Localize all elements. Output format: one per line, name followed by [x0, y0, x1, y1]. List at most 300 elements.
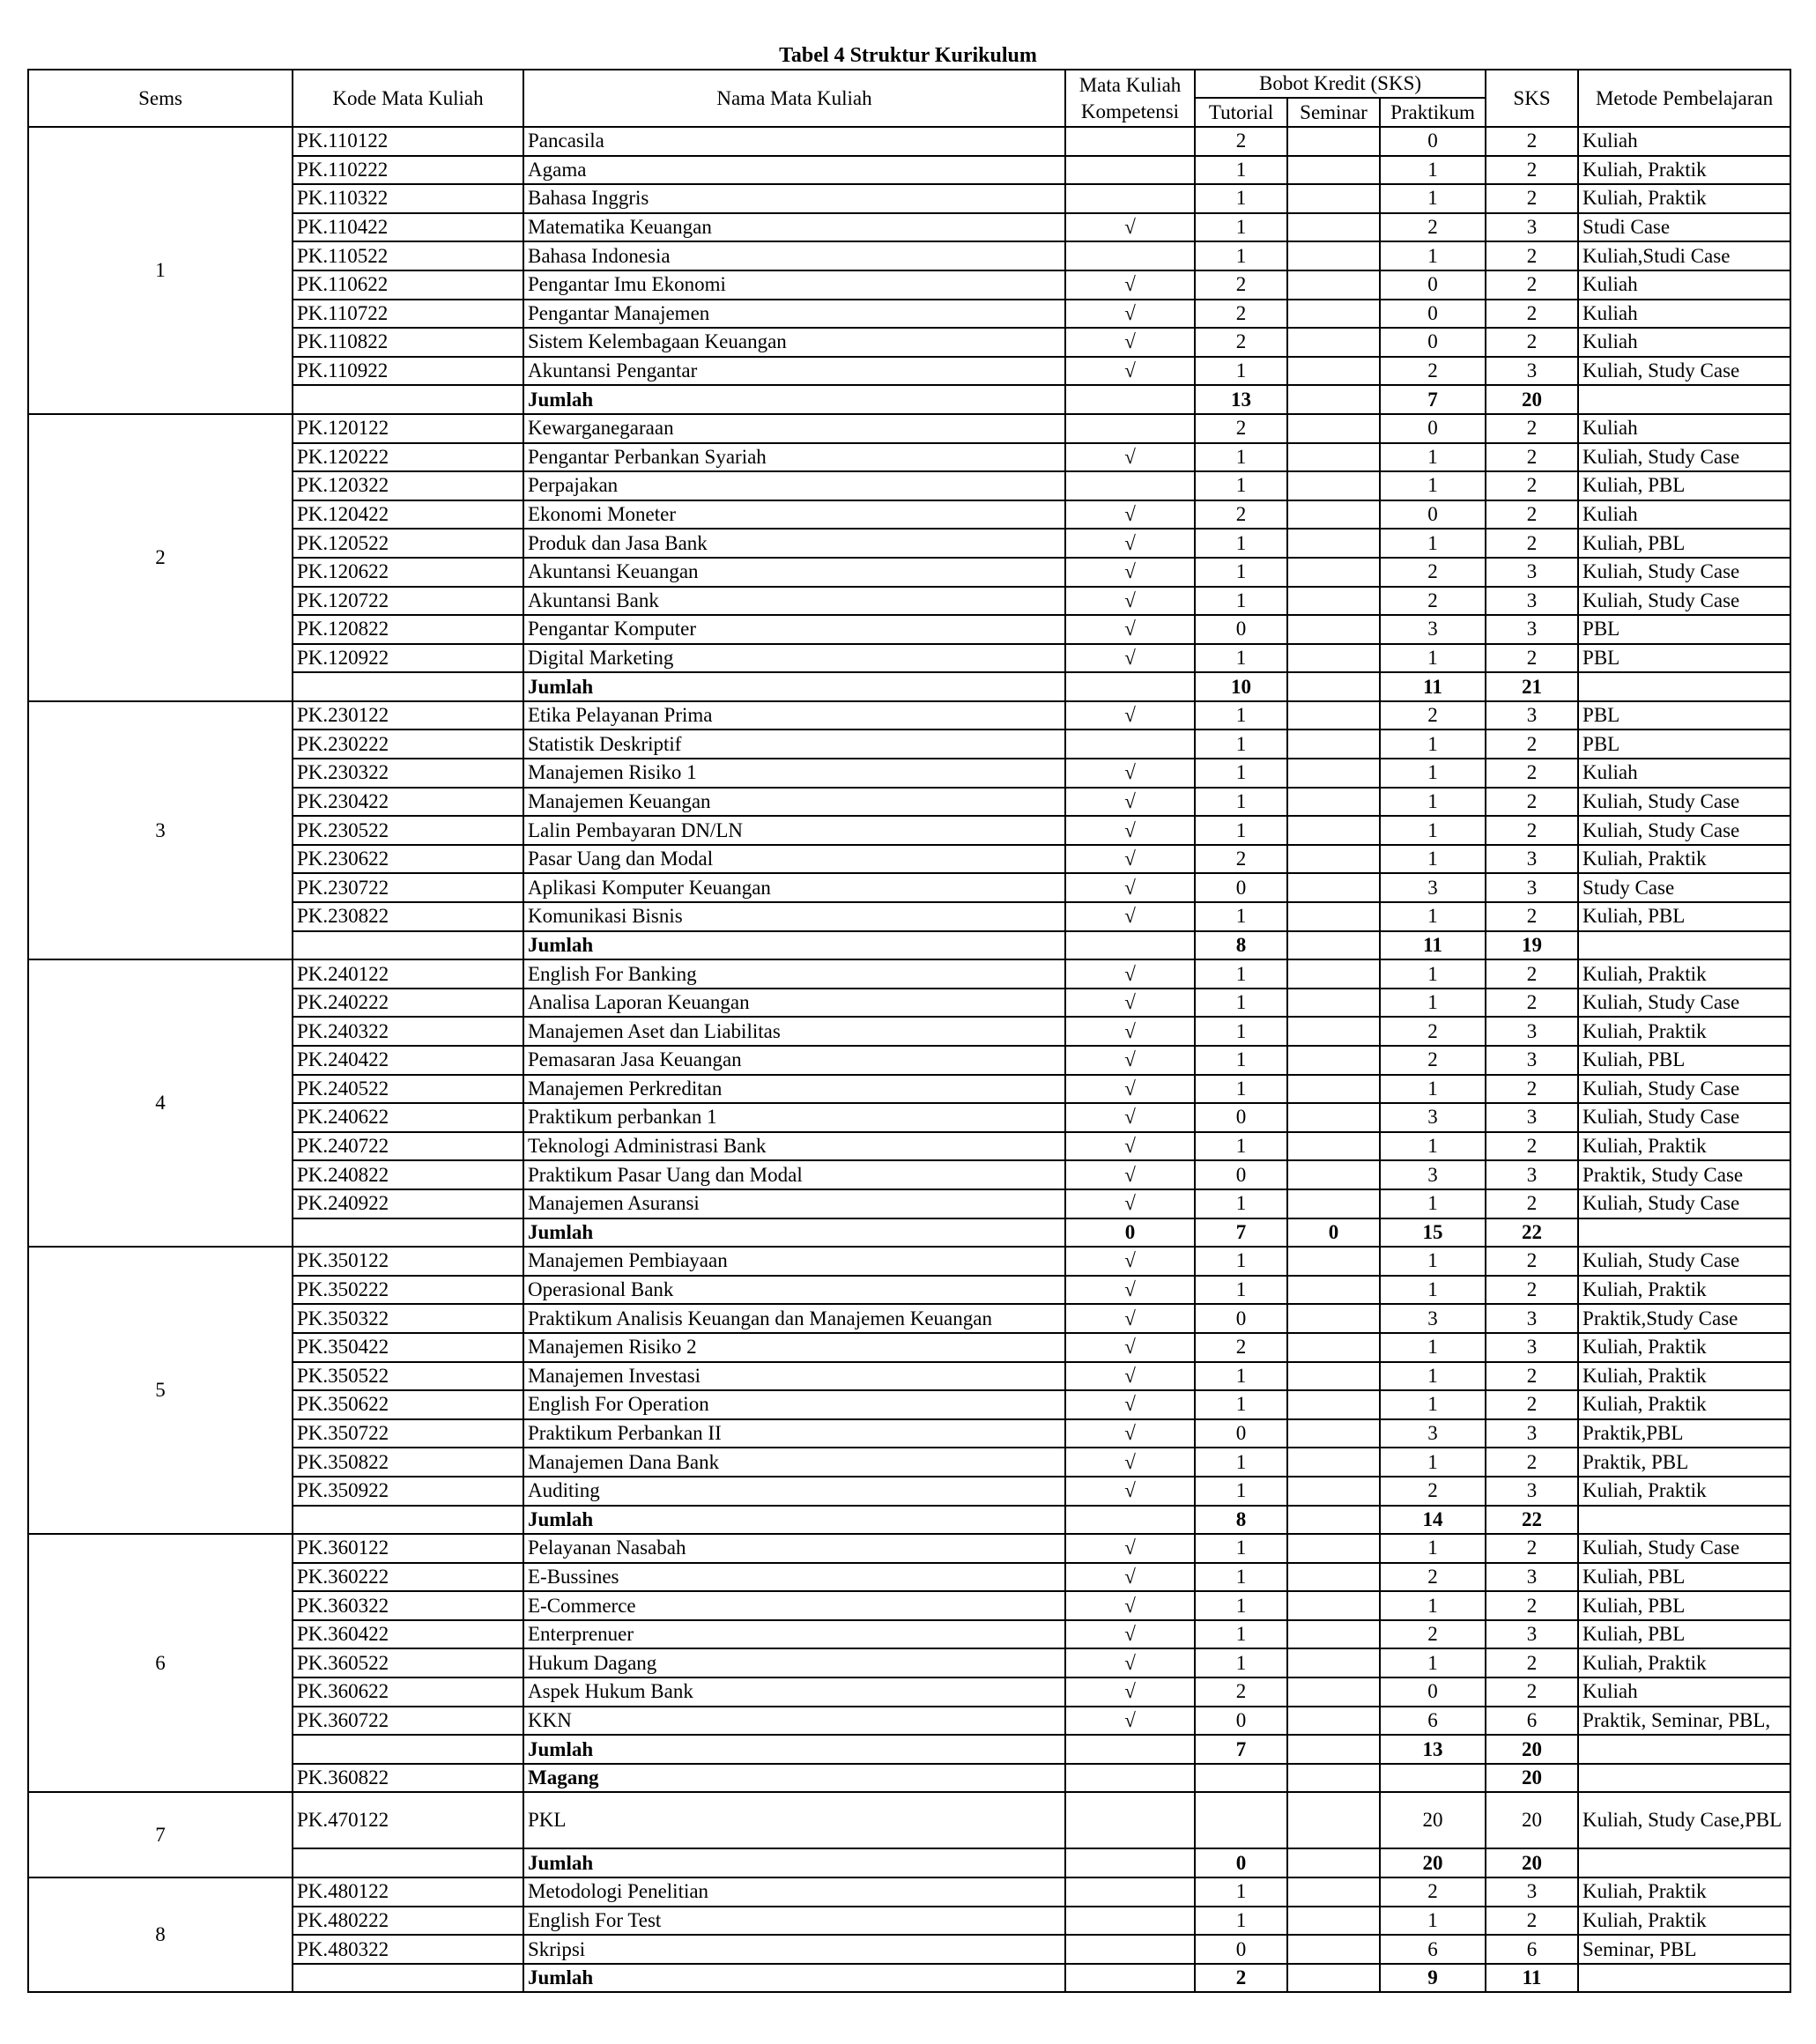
- header-tutorial: Tutorial: [1195, 98, 1287, 127]
- seminar-credit: [1287, 385, 1380, 414]
- competency-mark: √: [1065, 1132, 1195, 1161]
- course-name: Metodologi Penelitian: [523, 1877, 1065, 1907]
- competency-mark: √: [1065, 1620, 1195, 1649]
- total-row: [28, 1964, 1790, 1993]
- praktikum-credit: 2: [1380, 1563, 1486, 1592]
- seminar-credit: [1287, 443, 1380, 472]
- course-row: [28, 1362, 1790, 1391]
- praktikum-credit: 1: [1380, 989, 1486, 1018]
- learning-method: Kuliah, PBL: [1578, 1620, 1790, 1649]
- course-code: PK.230322: [293, 759, 523, 788]
- course-name: English For Test: [523, 1907, 1065, 1936]
- praktikum-credit: 2: [1380, 587, 1486, 616]
- tutorial-credit: 8: [1195, 1506, 1287, 1535]
- course-name: Analisa Laporan Keuangan: [523, 989, 1065, 1018]
- seminar-credit: [1287, 1707, 1380, 1736]
- sks-total: 3: [1486, 845, 1578, 874]
- course-code: PK.480222: [293, 1907, 523, 1936]
- course-row: [28, 1477, 1790, 1506]
- learning-method: Kuliah, PBL: [1578, 1046, 1790, 1075]
- course-name: English For Banking: [523, 959, 1065, 989]
- praktikum-credit: 1: [1380, 1448, 1486, 1477]
- sks-total: 2: [1486, 184, 1578, 213]
- learning-method: Kuliah, Study Case: [1578, 1075, 1790, 1104]
- sks-total: 2: [1486, 959, 1578, 989]
- course-name: Pasar Uang dan Modal: [523, 845, 1065, 874]
- praktikum-credit: 1: [1380, 1534, 1486, 1563]
- course-code: PK.120322: [293, 471, 523, 500]
- competency-mark: √: [1065, 1448, 1195, 1477]
- competency-mark: √: [1065, 328, 1195, 357]
- sks-total: 20: [1486, 1735, 1578, 1764]
- course-name: Produk dan Jasa Bank: [523, 529, 1065, 558]
- course-name: Operasional Bank: [523, 1276, 1065, 1305]
- learning-method: Kuliah: [1578, 414, 1790, 443]
- competency-mark: √: [1065, 1160, 1195, 1189]
- competency-mark: [1065, 1792, 1195, 1848]
- course-row: [28, 902, 1790, 931]
- tutorial-credit: 8: [1195, 931, 1287, 960]
- seminar-credit: [1287, 729, 1380, 759]
- tutorial-credit: 1: [1195, 241, 1287, 270]
- competency-mark: √: [1065, 873, 1195, 902]
- course-row: [28, 1419, 1790, 1448]
- course-name: Auditing: [523, 1477, 1065, 1506]
- competency-mark: [1065, 156, 1195, 185]
- praktikum-credit: 2: [1380, 1477, 1486, 1506]
- course-code: PK.350122: [293, 1247, 523, 1276]
- learning-method: Kuliah, PBL: [1578, 902, 1790, 931]
- praktikum-credit: 0: [1380, 270, 1486, 300]
- tutorial-credit: 1: [1195, 156, 1287, 185]
- competency-mark: √: [1065, 1390, 1195, 1419]
- praktikum-credit: 0: [1380, 300, 1486, 329]
- learning-method: Kuliah, Praktik: [1578, 1477, 1790, 1506]
- seminar-credit: [1287, 1563, 1380, 1592]
- sks-total: 3: [1486, 1160, 1578, 1189]
- seminar-credit: [1287, 1247, 1380, 1276]
- course-name: Manajemen Pembiayaan: [523, 1247, 1065, 1276]
- course-row: [28, 1132, 1790, 1161]
- seminar-credit: [1287, 1591, 1380, 1620]
- course-row: [28, 300, 1790, 329]
- course-code: PK.230822: [293, 902, 523, 931]
- seminar-credit: [1287, 1276, 1380, 1305]
- course-code: [293, 1964, 523, 1993]
- course-code: PK.360122: [293, 1534, 523, 1563]
- tutorial-credit: [1195, 1792, 1287, 1848]
- learning-method: Kuliah, Praktik: [1578, 156, 1790, 185]
- course-row: [28, 328, 1790, 357]
- course-name: Aspek Hukum Bank: [523, 1677, 1065, 1707]
- seminar-credit: [1287, 1075, 1380, 1104]
- total-row: [28, 385, 1790, 414]
- praktikum-credit: 0: [1380, 414, 1486, 443]
- seminar-credit: [1287, 1620, 1380, 1649]
- tutorial-credit: 2: [1195, 414, 1287, 443]
- course-row: [28, 1620, 1790, 1649]
- seminar-credit: [1287, 845, 1380, 874]
- praktikum-credit: 1: [1380, 184, 1486, 213]
- sks-total: 2: [1486, 414, 1578, 443]
- tutorial-credit: 1: [1195, 1877, 1287, 1907]
- course-name: Pengantar Manajemen: [523, 300, 1065, 329]
- course-row: [28, 1448, 1790, 1477]
- praktikum-credit: 20: [1380, 1848, 1486, 1877]
- praktikum-credit: 2: [1380, 1877, 1486, 1907]
- course-row: [28, 1591, 1790, 1620]
- course-code: PK.120522: [293, 529, 523, 558]
- tutorial-credit: 1: [1195, 357, 1287, 386]
- learning-method: Kuliah, Study Case: [1578, 1103, 1790, 1132]
- learning-method: Kuliah, Study Case: [1578, 587, 1790, 616]
- learning-method: Kuliah, Praktik: [1578, 1877, 1790, 1907]
- learning-method: Kuliah, Praktik: [1578, 1276, 1790, 1305]
- course-code: PK.230122: [293, 701, 523, 730]
- course-row: [28, 1877, 1790, 1907]
- semester-number: 7: [28, 1792, 293, 1877]
- table-title: Tabel 4 Struktur Kurikulum: [779, 44, 1037, 67]
- sks-total: 2: [1486, 443, 1578, 472]
- course-name: E-Bussines: [523, 1563, 1065, 1592]
- tutorial-credit: 1: [1195, 1247, 1287, 1276]
- course-name: Praktikum Pasar Uang dan Modal: [523, 1160, 1065, 1189]
- course-code: PK.240622: [293, 1103, 523, 1132]
- sks-total: 2: [1486, 1189, 1578, 1218]
- seminar-credit: [1287, 672, 1380, 701]
- tutorial-credit: 0: [1195, 1419, 1287, 1448]
- praktikum-credit: 1: [1380, 1390, 1486, 1419]
- course-name: KKN: [523, 1707, 1065, 1736]
- seminar-credit: [1287, 1304, 1380, 1333]
- course-row: [28, 1189, 1790, 1218]
- praktikum-credit: 1: [1380, 902, 1486, 931]
- course-name: Pelayanan Nasabah: [523, 1534, 1065, 1563]
- learning-method: Praktik,Study Case: [1578, 1304, 1790, 1333]
- competency-mark: [1065, 1907, 1195, 1936]
- tutorial-credit: 1: [1195, 587, 1287, 616]
- tutorial-credit: 2: [1195, 1333, 1287, 1362]
- competency-mark: √: [1065, 701, 1195, 730]
- header-kompetensi: Mata Kuliah Kompetensi: [1065, 70, 1195, 127]
- praktikum-credit: 13: [1380, 1735, 1486, 1764]
- sks-total: 3: [1486, 213, 1578, 242]
- course-name: E-Commerce: [523, 1591, 1065, 1620]
- course-row: [28, 644, 1790, 673]
- course-name: Manajemen Keuangan: [523, 788, 1065, 817]
- course-name: Etika Pelayanan Prima: [523, 701, 1065, 730]
- sks-total: 6: [1486, 1935, 1578, 1964]
- learning-method: Study Case: [1578, 873, 1790, 902]
- learning-method: Kuliah, PBL: [1578, 1591, 1790, 1620]
- learning-method: [1578, 385, 1790, 414]
- learning-method: Kuliah,Studi Case: [1578, 241, 1790, 270]
- course-code: PK.110622: [293, 270, 523, 300]
- learning-method: Praktik,PBL: [1578, 1419, 1790, 1448]
- seminar-credit: [1287, 558, 1380, 587]
- course-code: PK.360222: [293, 1563, 523, 1592]
- sks-total: 2: [1486, 1648, 1578, 1677]
- course-code: PK.110922: [293, 357, 523, 386]
- seminar-credit: [1287, 1477, 1380, 1506]
- course-code: PK.120222: [293, 443, 523, 472]
- praktikum-credit: 11: [1380, 672, 1486, 701]
- tutorial-credit: 2: [1195, 1677, 1287, 1707]
- course-row: [28, 213, 1790, 242]
- course-code: PK.350522: [293, 1362, 523, 1391]
- course-row: [28, 845, 1790, 874]
- sks-total: 2: [1486, 1362, 1578, 1391]
- learning-method: PBL: [1578, 615, 1790, 644]
- tutorial-credit: 0: [1195, 1707, 1287, 1736]
- course-name: PKL: [523, 1792, 1065, 1848]
- course-name: Perpajakan: [523, 471, 1065, 500]
- learning-method: PBL: [1578, 701, 1790, 730]
- sks-total: 3: [1486, 1477, 1578, 1506]
- seminar-credit: [1287, 1046, 1380, 1075]
- course-code: PK.240722: [293, 1132, 523, 1161]
- seminar-credit: [1287, 156, 1380, 185]
- praktikum-credit: 3: [1380, 615, 1486, 644]
- sks-total: 2: [1486, 1276, 1578, 1305]
- learning-method: Kuliah, Praktik: [1578, 845, 1790, 874]
- seminar-credit: [1287, 587, 1380, 616]
- course-name: Matematika Keuangan: [523, 213, 1065, 242]
- competency-mark: √: [1065, 1189, 1195, 1218]
- competency-mark: [1065, 241, 1195, 270]
- sks-total: 3: [1486, 1877, 1578, 1907]
- course-row: [28, 1075, 1790, 1104]
- sks-total: 2: [1486, 788, 1578, 817]
- course-code: PK.350822: [293, 1448, 523, 1477]
- header-metode: Metode Pembelajaran: [1578, 70, 1790, 127]
- praktikum-credit: 1: [1380, 443, 1486, 472]
- course-code: PK.360822: [293, 1764, 523, 1793]
- course-name: Pengantar Komputer: [523, 615, 1065, 644]
- praktikum-credit: 2: [1380, 357, 1486, 386]
- competency-mark: √: [1065, 816, 1195, 845]
- tutorial-credit: 1: [1195, 1477, 1287, 1506]
- seminar-credit: [1287, 1189, 1380, 1218]
- seminar-credit: 0: [1287, 1218, 1380, 1248]
- sks-total: 3: [1486, 873, 1578, 902]
- course-row: [28, 1907, 1790, 1936]
- course-name: Bahasa Inggris: [523, 184, 1065, 213]
- learning-method: Praktik, Seminar, PBL,: [1578, 1707, 1790, 1736]
- learning-method: Kuliah: [1578, 127, 1790, 156]
- seminar-credit: [1287, 701, 1380, 730]
- course-name: Statistik Deskriptif: [523, 729, 1065, 759]
- competency-mark: √: [1065, 1362, 1195, 1391]
- competency-mark: √: [1065, 1707, 1195, 1736]
- header-bobot-kredit: Bobot Kredit (SKS): [1195, 70, 1486, 98]
- sks-total: 2: [1486, 816, 1578, 845]
- course-name: Manajemen Investasi: [523, 1362, 1065, 1391]
- course-name: Pengantar Imu Ekonomi: [523, 270, 1065, 300]
- course-name: Magang: [523, 1764, 1065, 1793]
- course-row: [28, 357, 1790, 386]
- tutorial-credit: 1: [1195, 1189, 1287, 1218]
- course-code: PK.110322: [293, 184, 523, 213]
- table-body: [28, 127, 1790, 1992]
- tutorial-credit: 1: [1195, 184, 1287, 213]
- learning-method: Kuliah, Study Case: [1578, 989, 1790, 1018]
- sks-total: 3: [1486, 1017, 1578, 1046]
- competency-mark: √: [1065, 1419, 1195, 1448]
- seminar-credit: [1287, 213, 1380, 242]
- sks-total: 2: [1486, 1247, 1578, 1276]
- tutorial-credit: 2: [1195, 845, 1287, 874]
- learning-method: Kuliah: [1578, 759, 1790, 788]
- seminar-credit: [1287, 1132, 1380, 1161]
- course-name: Praktikum Analisis Keuangan dan Manajemen Keuangan: [523, 1304, 1065, 1333]
- course-name: Jumlah: [523, 1218, 1065, 1248]
- competency-mark: [1065, 1764, 1195, 1793]
- competency-mark: [1065, 1848, 1195, 1877]
- sks-total: 2: [1486, 156, 1578, 185]
- course-code: PK.360322: [293, 1591, 523, 1620]
- learning-method: Kuliah, Praktik: [1578, 1132, 1790, 1161]
- competency-mark: √: [1065, 1477, 1195, 1506]
- competency-mark: √: [1065, 1648, 1195, 1677]
- competency-mark: √: [1065, 529, 1195, 558]
- competency-mark: √: [1065, 644, 1195, 673]
- learning-method: Kuliah, Praktik: [1578, 1907, 1790, 1936]
- course-row: [28, 414, 1790, 443]
- competency-mark: √: [1065, 1333, 1195, 1362]
- learning-method: Kuliah, Study Case: [1578, 788, 1790, 817]
- praktikum-credit: 1: [1380, 1907, 1486, 1936]
- course-code: [293, 672, 523, 701]
- tutorial-credit: 1: [1195, 558, 1287, 587]
- seminar-credit: [1287, 270, 1380, 300]
- sks-total: 2: [1486, 471, 1578, 500]
- learning-method: Kuliah, Praktik: [1578, 1362, 1790, 1391]
- sks-total: 3: [1486, 1333, 1578, 1362]
- course-name: Hukum Dagang: [523, 1648, 1065, 1677]
- competency-mark: [1065, 1964, 1195, 1993]
- learning-method: Kuliah, Study Case: [1578, 357, 1790, 386]
- learning-method: [1578, 931, 1790, 960]
- learning-method: Kuliah, Praktik: [1578, 1333, 1790, 1362]
- seminar-credit: [1287, 1764, 1380, 1793]
- course-code: PK.230622: [293, 845, 523, 874]
- course-name: Pengantar Perbankan Syariah: [523, 443, 1065, 472]
- sks-total: 20: [1486, 1848, 1578, 1877]
- sks-total: 2: [1486, 1677, 1578, 1707]
- course-row: [28, 615, 1790, 644]
- learning-method: Kuliah, Study Case: [1578, 1247, 1790, 1276]
- tutorial-credit: 1: [1195, 1448, 1287, 1477]
- semester-number: 5: [28, 1247, 293, 1534]
- praktikum-credit: 0: [1380, 127, 1486, 156]
- seminar-credit: [1287, 1677, 1380, 1707]
- course-name: Komunikasi Bisnis: [523, 902, 1065, 931]
- praktikum-credit: 2: [1380, 1017, 1486, 1046]
- praktikum-credit: 3: [1380, 1103, 1486, 1132]
- tutorial-credit: 1: [1195, 1907, 1287, 1936]
- sks-total: 3: [1486, 1419, 1578, 1448]
- course-code: PK.120422: [293, 500, 523, 530]
- course-code: PK.480322: [293, 1935, 523, 1964]
- course-name: Jumlah: [523, 672, 1065, 701]
- competency-mark: √: [1065, 959, 1195, 989]
- learning-method: Kuliah, Study Case: [1578, 816, 1790, 845]
- sks-total: 2: [1486, 989, 1578, 1018]
- seminar-credit: [1287, 1103, 1380, 1132]
- seminar-credit: [1287, 959, 1380, 989]
- table-header: [28, 70, 1790, 127]
- course-name: Jumlah: [523, 1848, 1065, 1877]
- learning-method: Kuliah, Study Case: [1578, 558, 1790, 587]
- seminar-credit: [1287, 788, 1380, 817]
- seminar-credit: [1287, 500, 1380, 530]
- course-row: [28, 1160, 1790, 1189]
- learning-method: Studi Case: [1578, 213, 1790, 242]
- learning-method: Kuliah, Praktik: [1578, 1390, 1790, 1419]
- course-row: [28, 127, 1790, 156]
- semester-number: 3: [28, 701, 293, 959]
- course-name: Enterprenuer: [523, 1620, 1065, 1649]
- seminar-credit: [1287, 127, 1380, 156]
- learning-method: Kuliah, Study Case: [1578, 443, 1790, 472]
- seminar-credit: [1287, 328, 1380, 357]
- seminar-credit: [1287, 1017, 1380, 1046]
- seminar-credit: [1287, 816, 1380, 845]
- course-row: [28, 471, 1790, 500]
- course-row: [28, 156, 1790, 185]
- competency-mark: √: [1065, 1591, 1195, 1620]
- praktikum-credit: 3: [1380, 1160, 1486, 1189]
- course-row: [28, 500, 1790, 530]
- total-row: [28, 1735, 1790, 1764]
- course-row: [28, 1935, 1790, 1964]
- course-name: Aplikasi Komputer Keuangan: [523, 873, 1065, 902]
- learning-method: Kuliah: [1578, 270, 1790, 300]
- course-code: PK.110122: [293, 127, 523, 156]
- competency-mark: √: [1065, 500, 1195, 530]
- competency-mark: [1065, 931, 1195, 960]
- competency-mark: √: [1065, 1276, 1195, 1305]
- competency-mark: √: [1065, 759, 1195, 788]
- praktikum-credit: 0: [1380, 500, 1486, 530]
- learning-method: Praktik, PBL: [1578, 1448, 1790, 1477]
- course-name: Digital Marketing: [523, 644, 1065, 673]
- course-name: Manajemen Dana Bank: [523, 1448, 1065, 1477]
- sks-total: 3: [1486, 587, 1578, 616]
- course-name: Praktikum perbankan 1: [523, 1103, 1065, 1132]
- course-code: PK.230222: [293, 729, 523, 759]
- sks-total: 3: [1486, 1620, 1578, 1649]
- learning-method: [1578, 672, 1790, 701]
- learning-method: Kuliah, Study Case: [1578, 1189, 1790, 1218]
- seminar-credit: [1287, 184, 1380, 213]
- header-praktikum: Praktikum: [1380, 98, 1486, 127]
- praktikum-credit: 3: [1380, 1419, 1486, 1448]
- sks-total: 2: [1486, 1132, 1578, 1161]
- seminar-credit: [1287, 759, 1380, 788]
- sks-total: 21: [1486, 672, 1578, 701]
- course-name: Lalin Pembayaran DN/LN: [523, 816, 1065, 845]
- sks-total: 2: [1486, 127, 1578, 156]
- tutorial-credit: 2: [1195, 300, 1287, 329]
- learning-method: Praktik, Study Case: [1578, 1160, 1790, 1189]
- praktikum-credit: 2: [1380, 1046, 1486, 1075]
- course-code: PK.240822: [293, 1160, 523, 1189]
- course-name: Teknologi Administrasi Bank: [523, 1132, 1065, 1161]
- learning-method: Kuliah, Study Case,PBL: [1578, 1792, 1790, 1848]
- seminar-credit: [1287, 241, 1380, 270]
